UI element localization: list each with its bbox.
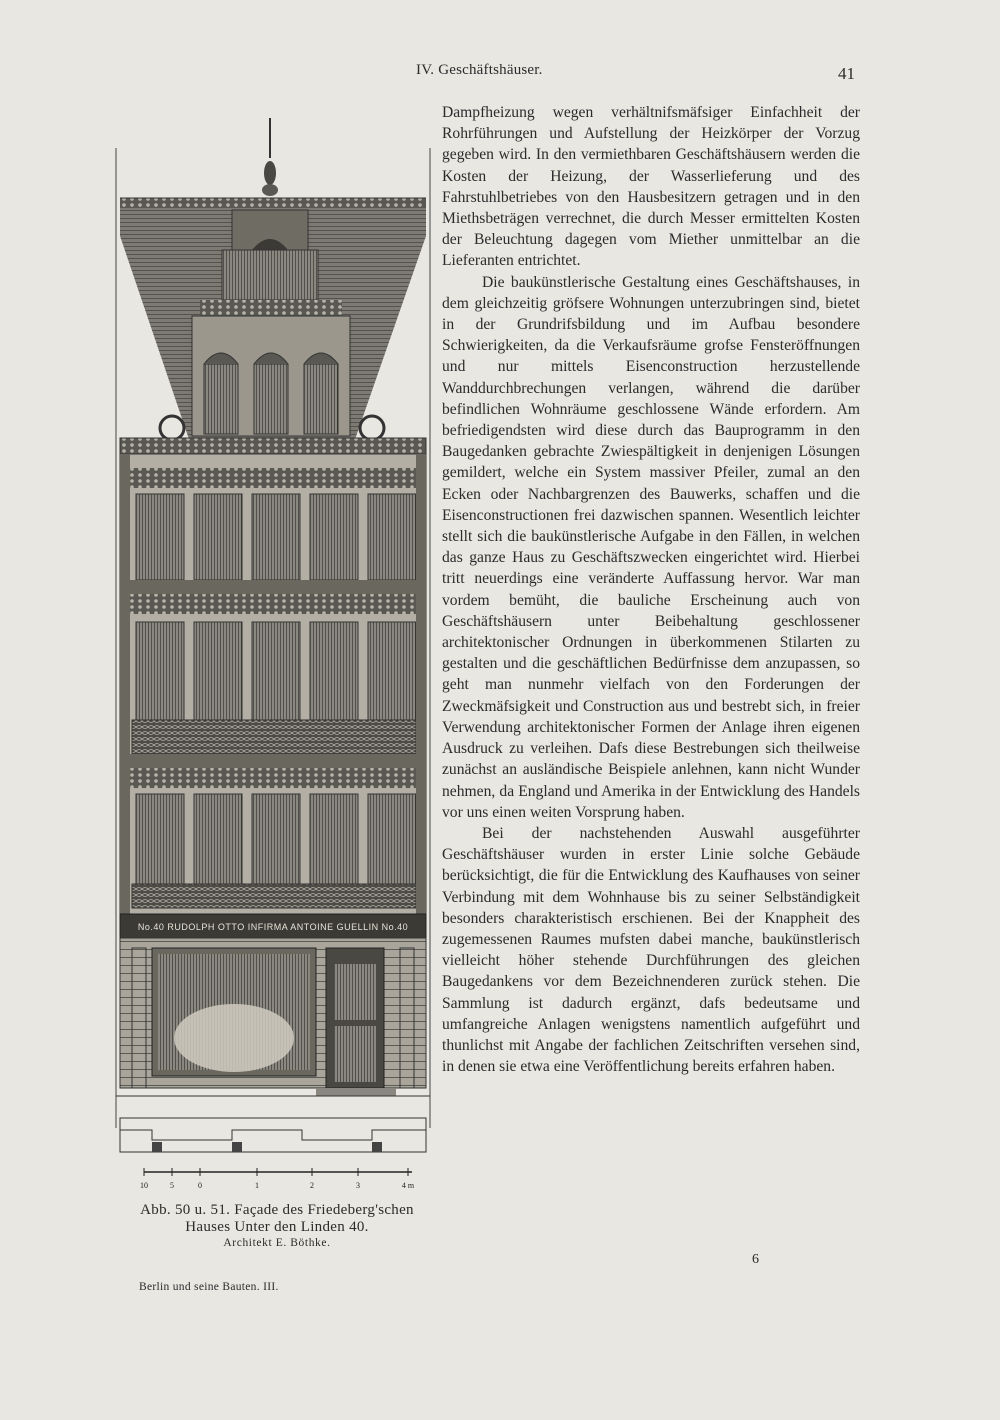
paragraph-1: Dampfheizung wegen verhältnifsmäfsiger Einfachheit der Rohrführungen und Aufstellung der Heizkörper der Vorzug gegeben wird. In den vermiethbaren Geschäftshäusern werden die Kosten der Heizung, der Wasserlieferung und des Fahrstuhlbetriebes von den Hausbesitzern getragen und in den Miethsbeträgen verrechnet, die durch Messer ermittelten Kosten der Beleuchtung dagegen vom Miether unmittelbar an die Lieferanten entrichtet. bbox=[442, 104, 860, 270]
scale-labels bbox=[140, 1181, 415, 1190]
series-footer: Berlin und seine Bauten. III. bbox=[139, 1281, 279, 1293]
figure-caption bbox=[112, 1202, 442, 1249]
scale-label: 1 bbox=[255, 1181, 259, 1190]
scale-label: 3 bbox=[356, 1181, 360, 1190]
caption-line-1: Abb. 50 u. 51. Façade des Friedeberg'schen bbox=[140, 1202, 414, 1218]
body-text bbox=[442, 102, 860, 1077]
scale-label: 2 bbox=[310, 1181, 314, 1190]
paragraph-2: Die baukünstlerische Gestaltung eines Geschäftshauses, in dem gleichzeitig gröfsere Wohnungen unterzubringen sind, bietet in der Grundrifsbildung und im Aufbau besondere Schwierigkeiten, da die Verkaufsräume grofse Fensteröffnungen und nur mittels Eisenconstruction herzustellende Wanddurchbrechungen verlangen, während die darüber befindlichen Wohnräume geschlossene Wände erfordern. Am befriedigendsten wird diese durch das Bauprogramm in den Baugedanken gebrachte Zwiespältigkeit in denjenigen Lösungen gemildert, welche ein System massiver Pfeiler, zumal an den Ecken oder Nachbargrenzen des Bauwerks, schaffen und die Eisenconstructionen frei dazwischen spannen. Wesentlich leichter stellt sich die baukünstlerische Aufgabe in den Fällen, in welchen das ganze Haus zu Geschäftszwecken eingerichtet wird. Hierbei tritt neuerdings eine veränderte Auffassung hervor. War man vordem bemüht, die bauliche Erscheinung auch von Geschäftshäusern unter Beibehaltung geschlossener architektonischer Ordnungen in überkommenen Stilarten zu gestalten und die geschäftlichen Bedürfnisse dem anzupassen, so geht man nunmehr vielfach von den Forderungen der Zweckmäfsigkeit und Construction aus und bestrebt sich, in freier Verwendung architektonischer Formen der Anlage ihren eigenen Ausdruck zu verleihen. Dafs diese Bestrebungen sich theilweise zunächst an ausländische Beispiele anlehnen, kann nicht Wunder nehmen, da England und Amerika in der Entwicklung des Handels vor uns einen weiten Vorsprung haben. bbox=[442, 273, 860, 821]
signature-mark: 6 bbox=[752, 1252, 759, 1267]
paragraph-3: Bei der nachstehenden Auswahl ausgeführter Geschäftshäuser wurden in erster Linie solche Gebäude berücksichtigt, die für die Entwicklung des Kaufhauses von seiner Verbindung mit dem Wohnhause bis zu seiner Selbständigkeit besonders charakteristisch erschienen. Bei der Knappheit des zugemessenen Raumes mufsten dabei manche, baukünstlerisch vielleicht höher stehende Durchführungen des gleichen Baugedankens vor dem Bezeichnenderen zurück stehen. Die Sammlung ist dadurch ergänzt, dafs bedeutsame und umfangreiche Anlagen wenigstens namentlich aufgeführt und thunlichst mit Angabe der fachlichen Zeitschriften versehen sind, in denen sie etwa eine Veröffentlichung bereits erfahren haben. bbox=[442, 824, 860, 1076]
caption-architect: Architekt E. Böthke. bbox=[223, 1237, 331, 1249]
scale-label: 0 bbox=[198, 1181, 202, 1190]
caption-line-2: Hauses Unter den Linden 40. bbox=[185, 1219, 369, 1235]
running-head: IV. Geschäftshäuser. bbox=[416, 62, 543, 78]
shop-sign: No.40 RUDOLPH OTTO INFIRMA ANTOINE GUELLIN No.40 bbox=[137, 922, 409, 932]
scale-label: 5 bbox=[170, 1181, 174, 1190]
scale-label: 4 m bbox=[401, 1181, 415, 1190]
page-number: 41 bbox=[838, 64, 855, 83]
facade-illustration bbox=[112, 118, 437, 1203]
scale-label: 10 bbox=[140, 1181, 148, 1190]
